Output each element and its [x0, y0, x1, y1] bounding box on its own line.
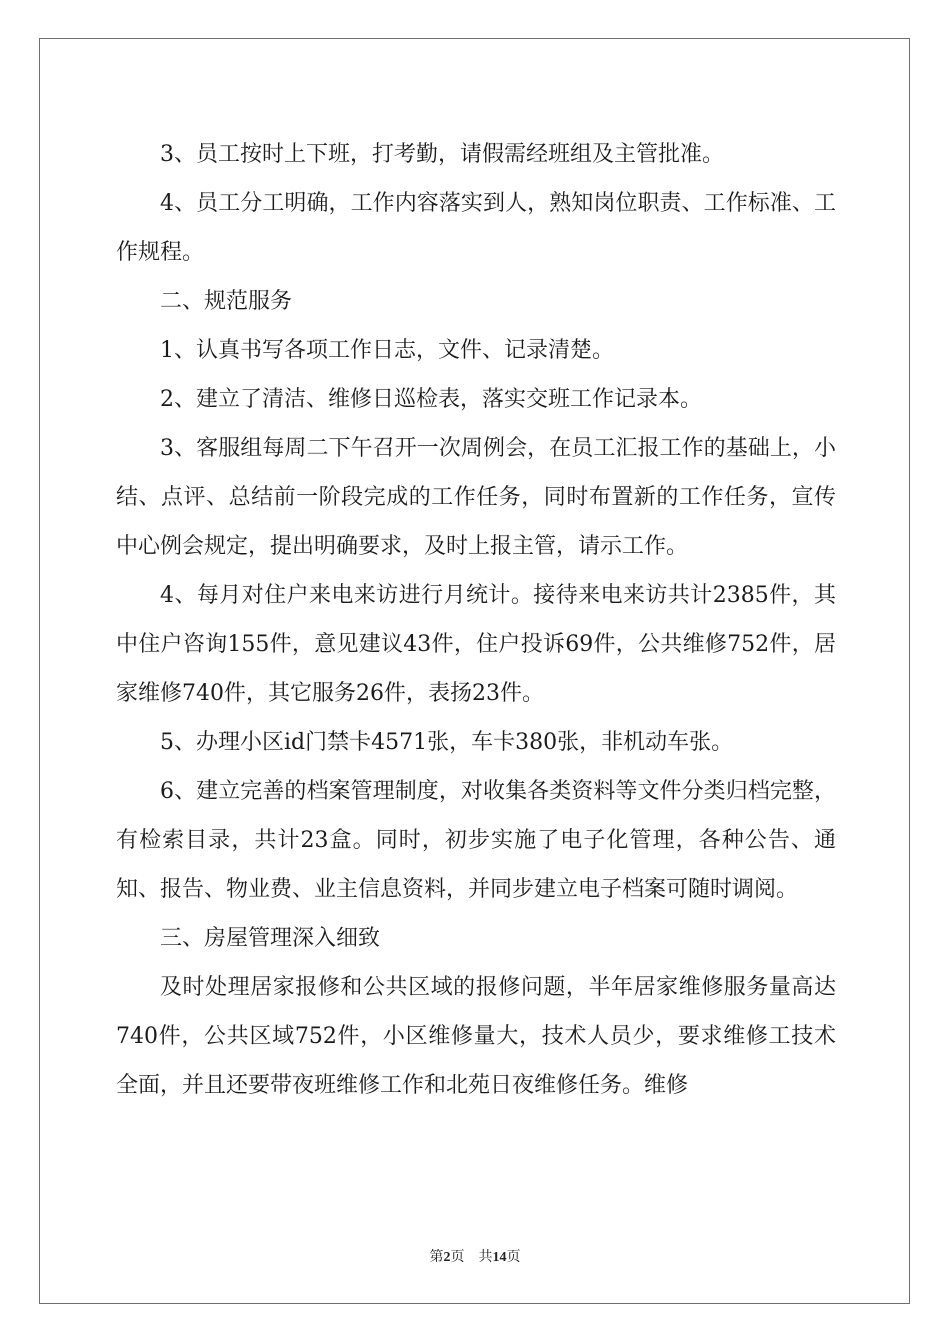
paragraph: 6、建立完善的档案管理制度，对收集各类资料等文件分类归档完整，有检索目录，共计23盒。同时，初步实施了电子化管理，各种公告、通知、报告、物业费、业主信息资料，并同步建立电子档案可随时调阅。	[116, 779, 836, 902]
paragraph: 4、每月对住户来电来访进行月统计。接待来电来访共计2385件，其中住户咨询155件，意见建议43件，住户投诉69件，公共维修752件，居家维修740件，其它服务26件，表扬23件。	[116, 583, 836, 706]
section-heading: 三、房屋管理深入细致	[160, 926, 381, 951]
paragraph: 及时处理居家报修和公共区域的报修问题，半年居家维修服务量高达740件，公共区域752件，小区维修量大，技术人员少，要求维修工技术全面，并且还要带夜班维修工作和北苑日夜维修任务。维修	[116, 975, 836, 1098]
footer-suffix: 页	[506, 1250, 521, 1265]
paragraph: 3、客服组每周二下午召开一次周例会，在员工汇报工作的基础上，小结、点评、总结前一阶段完成的工作任务，同时布置新的工作任务，宣传中心例会规定，提出明确要求，及时上报主管，请示工作。	[116, 436, 836, 559]
paragraph: 1、认真书写各项工作日志，文件、记录清楚。	[160, 338, 614, 363]
paragraph: 3、员工按时上下班，打考勤，请假需经班组及主管批准。	[160, 142, 724, 167]
paragraph: 5、办理小区id门禁卡4571张，车卡380张，非机动车张。	[160, 730, 734, 755]
page-number: 2	[443, 1250, 451, 1265]
total-pages: 14	[492, 1250, 507, 1265]
footer-prefix: 第	[429, 1250, 444, 1265]
paragraph: 4、员工分工明确，工作内容落实到人，熟知岗位职责、工作标准、工作规程。	[116, 191, 836, 265]
footer-middle: 页 共	[450, 1250, 493, 1265]
page-footer	[0, 1246, 950, 1266]
section-heading: 二、规范服务	[160, 289, 293, 314]
document-body	[116, 130, 836, 1110]
paragraph: 2、建立了清洁、维修日巡检表，落实交班工作记录本。	[160, 387, 702, 412]
